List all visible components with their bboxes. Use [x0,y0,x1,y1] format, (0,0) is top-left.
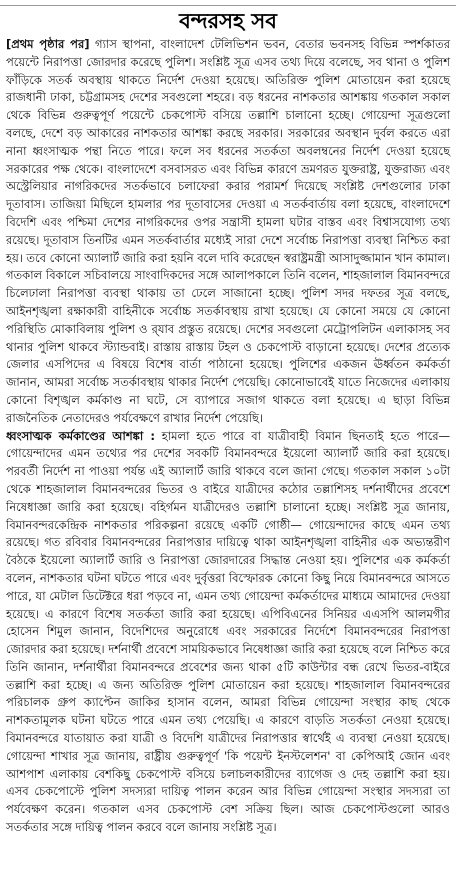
article-headline: বন্দরসহ সব [179,8,277,33]
continued-from-tag: [প্রথম পৃষ্ঠার পর] [6,37,90,51]
top-divider [0,0,456,6]
article-paragraph-2 [6,428,450,837]
paragraph-1-text: গ্যাস স্থাপনা, বাংলাদেশ টেলিভিশন ভবন, বেতার ভবনসহ বিভিন্ন স্পর্শকাতর পয়েন্টে নিরাপত্তা জোরদার করেছে পুলিশ। সংশ্লিষ্ট সূত্র এসব তথ্য দিয়ে বলেছে, সব থানা ও পুলিশ ফাঁড়িকে সতর্ক অবস্থায় থাকতে নির্দেশ দেওয়া হয়েছে। অতিরিক্ত পুলিশ মোতায়েন করা হয়েছে রাজধানী ঢাকা, চট্টগ্রামসহ দেশের সবগুলো শহরে। বড় ধরনের নাশকতার আশঙ্কায় গতকাল সকাল থেকে বিভিন্ন গুরুত্বপূর্ণ পয়েন্টে চেকপোস্ট বসিয়ে তল্লাশি চালানো হচ্ছে। গোয়েন্দা সূত্রগুলো বলছে, দেশে বড় আকারের নাশকতার আশঙ্কা করছে সরকার। সরকারের অবস্থান দুর্বল করতে এরা নানা ধ্বংসাত্মক পন্থা নিতে পারে। ফলে সব ধরনের সতর্কতা অবলম্বনের নির্দেশ দেওয়া হয়েছে সরকারের পক্ষ থেকে। বাংলাদেশে বসবাসরত এবং বিভিন্ন কারণে ভ্রমণরত যুক্তরাষ্ট্র, যুক্তরাজ্য এবং অস্ট্রেলিয়ার নাগরিকদের সতর্কভাবে চলাফেরা করার পরামর্শ দিয়েছে সংশ্লিষ্ট দেশগুলোর ঢাকা দূতাবাস। তাজিয়া মিছিলে হামলার পর দূতাবাসের দেওয়া এ সতর্কবার্তায় বলা হয়েছে, বাংলাদেশে বিদেশি এবং পশ্চিমা দেশের নাগরিকদের ওপর সন্ত্রাসী হামলা ঘটার বাস্তব এবং বিশ্বাসযোগ্য তথ্য রয়েছে। দূতাবাস তিনটির এমন সতর্কবার্তার মধ্যেই সারা দেশে সর্বোচ্চ নিরাপত্তা ব্যবস্থা নিশ্চিত করা হয়। তবে কোনো অ্যালার্ট জারি করা হয়নি বলে দাবি করেছেন স্বরাষ্ট্রমন্ত্রী আসাদুজ্জামান খান কামাল। গতকাল বিকালে সচিবালয়ে সাংবাদিকদের সঙ্গে আলাপকালে তিনি বলেন, শাহজালাল বিমানবন্দরে চিলেঢালা নিরাপত্তা ব্যবস্থা থাকায় তা ঢেলে সাজানো হচ্ছে। পুলিশ সদর দফতর সূত্র বলছে, আইনশৃঙ্খলা রক্ষাকারী বাহিনীকে সর্বোচ্চ সতর্কাবস্থায় রাখা হয়েছে। যে কোনো সময়ে যে কোনো পরিস্থিতি মোকাবিলায় পুলিশ ও র্‍যাব প্রস্তুত রয়েছে। দেশের সবগুলো মেট্রোপলিটন এলাকাসহ সব থানার পুলিশ থাকবে স্ট্যান্ডবাই। রাস্তায় রাস্তায় টহল ও চেকপোস্ট বাড়ানো হয়েছে। দেশের প্রত্যেক জেলার এসপিদের এ বিষয়ে বিশেষ বার্তা পাঠানো হয়েছে। পুলিশের একজন ঊর্ধ্বতন কর্মকর্তা জানান, আমরা সর্বোচ্চ সতর্কাবস্থায় থাকার নির্দেশ পেয়েছি। কোনোভাবেই যাতে নিজেদের এলাকায় কোনো বিশৃঙ্খল কর্মকাণ্ড না ঘটে, সে ব্যাপারে সজাগ থাকতে বলা হয়েছে। এ ছাড়া বিভিন্ন রাজনৈতিক নেতাদেরও পর্যবেক্ষণে রাখার নির্দেশ পেয়েছি। [6,37,450,425]
article-paragraph-1 [6,36,450,428]
section-subhead: ধ্বংসাত্মক কর্মকাণ্ডের আশঙ্কা : [6,428,155,443]
paragraph-2-text: হামলা হতে পারে বা যাত্রীবাহী বিমান ছিনতাই হতে পারে— গোয়েন্দাদের এমন তথ্যের পর দেশের সবকটি বিমানবন্দরে ইয়েলো অ্যালার্ট জারি করা হয়েছে। পরবর্তী নির্দেশ না পাওয়া পর্যন্ত এই অ্যালার্ট জারি থাকবে বলে জানা গেছে। গতকাল সকাল ১০টা থেকে শাহজালাল বিমানবন্দরের ভিতর ও বাইরে যাত্রীদের কঠোর তল্লাশিসহ দর্শনার্থীদের প্রবেশে নিষেধাজ্ঞা জারি করা হয়েছে। বহির্গমন যাত্রীদেরও তল্লাশি চালানো হচ্ছে। সংশ্লিষ্ট সূত্র জানায়, বিমানবন্দরকেন্দ্রিক নাশকতার পরিকল্পনা রয়েছে একটি গোষ্ঠী— গোয়েন্দাদের কাছে এমন তথ্য রয়েছে। গত রবিবার বিমানবন্দরের নিরাপত্তার দায়িত্বে থাকা আইনশৃঙ্খলা বাহিনীর এক অভ্যন্তরীণ বৈঠকে ইয়েলো অ্যালার্ট জারি ও নিরাপত্তা জোরদারের সিদ্ধান্ত নেওয়া হয়। পুলিশের এক কর্মকর্তা বলেন, নাশকতার ঘটনা ঘটতে পারে এবং দুর্বৃত্তরা বিস্ফোরক কোনো কিছু নিয়ে বিমানবন্দরে আসতে পারে, যা মেটাল ডিটেক্টরে ধরা পড়বে না, এমন তথ্য গোয়েন্দা কর্মকর্তাদের মাধ্যমে আমাদের দেওয়া হয়েছে। এ কারণে বিশেষ সতর্কতা জারি করা হয়েছে। এপিবিএনের সিনিয়র এএসপি আলমগীর হোসেন শিমুল জানান, বিদেশিদের অনুরোধে এবং সরকারের নির্দেশে বিমানবন্দরের নিরাপত্তা জোরদার করা হয়েছে। দর্শনার্থী প্রবেশে সাময়িকভাবে নিষেধাজ্ঞা জারি করা হয়েছে বলে নিশ্চিত করে তিনি জানান, দর্শনার্থীরা বিমানবন্দরে প্রবেশের জন্য থাকা ৫টি কাউন্টার বন্ধ রেখে ভিতর-বাইরে তল্লাশি করা হচ্ছে। এ জন্য অতিরিক্ত পুলিশ মোতায়েন করা হয়েছে। শাহজালাল বিমানবন্দরের পরিচালক গ্রুপ ক্যাপ্টেন জাকির হাসান বলেন, আমরা বিভিন্ন গোয়েন্দা সংস্থার কাছ থেকে নাশকতামূলক ঘটনা ঘটতে পারে এমন তথ্য পেয়েছি। এ কারণে বাড়তি সতর্কতা নেওয়া হয়েছে। বিমানবন্দরে যাতায়াত করা যাত্রী ও বিদেশি যাত্রীদের নিরাপত্তার স্বার্থেই এ ব্যবস্থা নেওয়া হয়েছে। গোয়েন্দা শাখার সূত্র জানায়, রাষ্ট্রীয় গুরুত্বপূর্ণ 'কি পয়েন্ট ইনস্টলেশন' বা কেপিআই জোন এবং আশপাশ এলাকায় বেশকিছু চেকপোস্ট বসিয়ে চলাচলকারীদের ব্যাগেজ ও দেহ তল্লাশি করা হয়। এসব চেকপোস্টে পুলিশ সদস্যরা দায়িত্ব পালন করেন আর বিভিন্ন গোয়েন্দা সংস্থার সদস্যরা তা পর্যবেক্ষণ করেন। গতকাল এসব চেকপোস্ট বেশ সক্রিয় ছিল। আজ চেকপোস্টগুলো আরও সতর্কতার সঙ্গে দায়িত্ব পালন করবে বলে জানায় সংশ্লিষ্ট সূত্র। [6,428,451,835]
news-article [6,8,450,837]
